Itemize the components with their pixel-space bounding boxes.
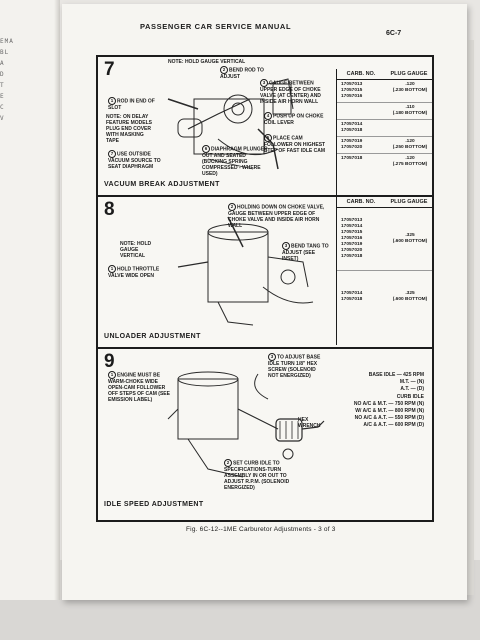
callout-gauge-between: 3 GAUGE BETWEEN UPPER EDGE OF CHOKE VALVE (AT CENTER) AND INSIDE AIR HORN WALL xyxy=(260,80,321,105)
facing-page-text: EMA BL A D T E C V xyxy=(0,38,14,122)
step-number: 9 xyxy=(104,351,115,372)
gauge-note: NOTE: HOLD GAUGE VERTICAL xyxy=(168,59,246,65)
page-number: 6C-7 xyxy=(386,30,402,37)
column-header-carb: CARB. NO. xyxy=(346,199,376,205)
table-row: 17057013 17057015 17057016 .120 (.230 BOTTOM) xyxy=(337,80,432,103)
callout-holding-down: 2 HOLDING DOWN ON CHOKE VALVE, GAUGE BETWEEN UPPER EDGE OF CHOKE VALVE AND INSIDE AIR HORN WALL xyxy=(228,204,325,229)
callout-vacuum-source: 7 USE OUTSIDE VACUUM SOURCE TO SEAT DIAPHRAGM xyxy=(108,151,161,170)
callout-adjust-base-idle: 3 TO ADJUST BASE IDLE TURN 1/8" HEX SCREW (SOLENOID NOT ENERGIZED) xyxy=(268,354,321,379)
spec-table-header xyxy=(337,197,432,208)
panel-title-vacuum-break: VACUUM BREAK ADJUSTMENT xyxy=(104,181,220,188)
table-row: 17057013 17057014 17057015 17057016 17057019 17057020 17057018 .325 (.600 BOTTOM) xyxy=(337,208,432,271)
step-number: 8 xyxy=(104,199,115,220)
gauge-vertical-note: NOTE: HOLD GAUGE VERTICAL xyxy=(120,241,152,259)
callout-hold-throttle: 1 HOLD THROTTLE VALVE WIDE OPEN xyxy=(108,266,160,279)
column-header-carb: CARB. NO. xyxy=(346,71,376,77)
table-row: .110 (.180 BOTTOM) xyxy=(337,103,432,120)
panel-title-unloader: UNLOADER ADJUSTMENT xyxy=(104,333,201,340)
rpm-spec-list: BASE IDLE — 425 RPM M.T. — (N) A.T. — (D) CURB IDLE NO A/C & M.T. — 750 RPM (N) W/ A/C & M.T. — 800 RPM (N) NO A/C & A.T. — 550 RPM (D) A/C & A.T. — 600 RPM (D) xyxy=(353,372,424,429)
delay-feature-note: NOTE: ON DELAY FEATURE MODELS PLUG END COVER WITH MASKING TAPE xyxy=(106,114,153,144)
callout-cam-follower: 5 PLACE CAM FOLLOWER ON HIGHEST STEP OF FAST IDLE CAM xyxy=(264,135,326,154)
callout-rod-slot: 1 ROD IN END OF SLOT xyxy=(108,98,155,111)
column-header-gauge: PLUG GAUGE xyxy=(390,71,428,77)
facing-page xyxy=(0,0,60,600)
panel-title-idle-speed: IDLE SPEED ADJUSTMENT xyxy=(104,501,204,508)
hex-wrench-label: HEX WRENCH xyxy=(298,417,321,429)
callout-set-curb-idle: 2 SET CURB IDLE TO SPECIFICATIONS-TURN ASSEMBLY IN OR OUT TO ADJUST R.P.M. (SOLENOID ENERGIZED) xyxy=(224,460,290,491)
spec-table-vacuum-break xyxy=(336,69,432,195)
spec-table-unloader xyxy=(336,197,432,345)
panel-idle-speed xyxy=(98,349,432,520)
table-row: 17057014 17057018 .325 (.600 BOTTOM) xyxy=(341,291,428,302)
step-number: 7 xyxy=(104,59,115,80)
spec-table-header xyxy=(337,69,432,80)
panel-unloader xyxy=(98,197,432,349)
table-row: 17057014 17057018 xyxy=(337,120,432,137)
callout-engine-warm: 1 ENGINE MUST BE WARM-CHOKE WIDE OPEN-CAM FOLLOWER OFF STEPS OF CAM (SEE EMISSION LABEL) xyxy=(108,372,170,403)
column-header-gauge: PLUG GAUGE xyxy=(390,199,428,205)
table-row: 17057019 17057020 .120 (.250 BOTTOM) xyxy=(337,137,432,154)
callout-diaphragm-plunger: 6 DIAPHRAGM PLUNGER OUT AND SEATED (BUCKING SPRING COMPRESSED - WHERE USED) xyxy=(202,146,268,177)
callout-push-up: 4 PUSH UP ON CHOKE COIL LEVER xyxy=(264,113,324,126)
page-binding-shadow xyxy=(54,0,60,600)
page-header-title: PASSENGER CAR SERVICE MANUAL xyxy=(140,22,292,31)
figure-frame xyxy=(96,55,434,522)
callout-bend-tang: 3 BEND TANG TO ADJUST (SEE INSET) xyxy=(282,243,329,262)
callout-bend-rod: 2 BEND ROD TO ADJUST xyxy=(220,67,264,80)
panel-vacuum-break xyxy=(98,57,432,197)
figure-caption: Fig. 6C-12--1ME Carburetor Adjustments - 3 of 3 xyxy=(186,526,336,533)
table-row: 17057018 .120 (.275 BOTTOM) xyxy=(341,156,428,167)
